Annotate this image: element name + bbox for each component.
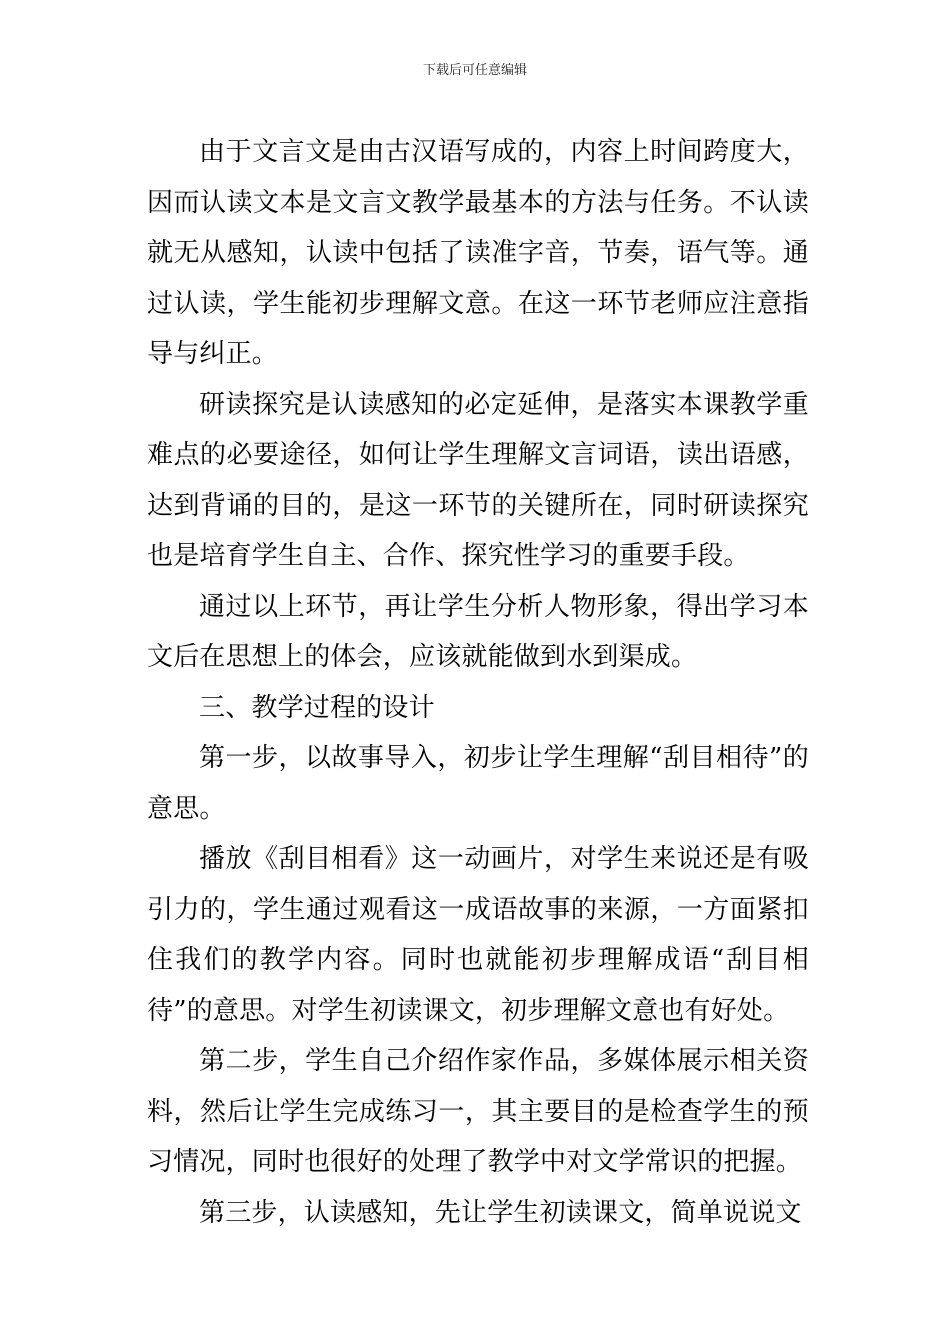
paragraph-reading-method: 由于文言文是由古汉语写成的，内容上时间跨度大，因而认读文本是文言文教学最基本的方法与任务。不认读就无从感知，认读中包括了读准字音，节奏，语气等。通过认读，学生能初步理解文意。在这一环节老师应注意指导与纠正。: [147, 137, 809, 369]
paragraph-research-inquiry: 研读探究是认读感知的必定延伸，是落实本课教学重难点的必要途径，如何让学生理解文言词语，读出语感，达到背诵的目的，是这一环节的关键所在，同时研读探究也是培育学生自主、合作、探究性学习的重要手段。: [147, 389, 809, 571]
page-header-note: 下载后可任意编辑: [422, 63, 527, 78]
document-body: [147, 127, 809, 1238]
paragraph-step-three: 第三步，认读感知，先让学生初读课文，简单说说文: [199, 1197, 802, 1228]
paragraph-animation: 播放《刮目相看》这一动画片，对学生来说还是有吸引力的，学生通过观看这一成语故事的来源，一方面紧扣住我们的教学内容。同时也就能初步理解成语“刮目相待”的意思。对学生初读课文，初步理解文意也有好处。: [147, 844, 809, 1026]
paragraph-step-one: 第一步，以故事导入，初步让学生理解“刮目相待”的意思。: [147, 743, 809, 824]
section-heading-teaching-process: 三、教学过程的设计: [199, 692, 435, 723]
paragraph-step-two: 第二步，学生自己介绍作家作品，多媒体展示相关资料，然后让学生完成练习一，其主要目的是检查学生的预习情况，同时也很好的处理了教学中对文学常识的把握。: [147, 1046, 809, 1177]
paragraph-character-analysis: 通过以上环节，再让学生分析人物形象，得出学习本文后在思想上的体会，应该就能做到水到渠成。: [147, 591, 809, 672]
